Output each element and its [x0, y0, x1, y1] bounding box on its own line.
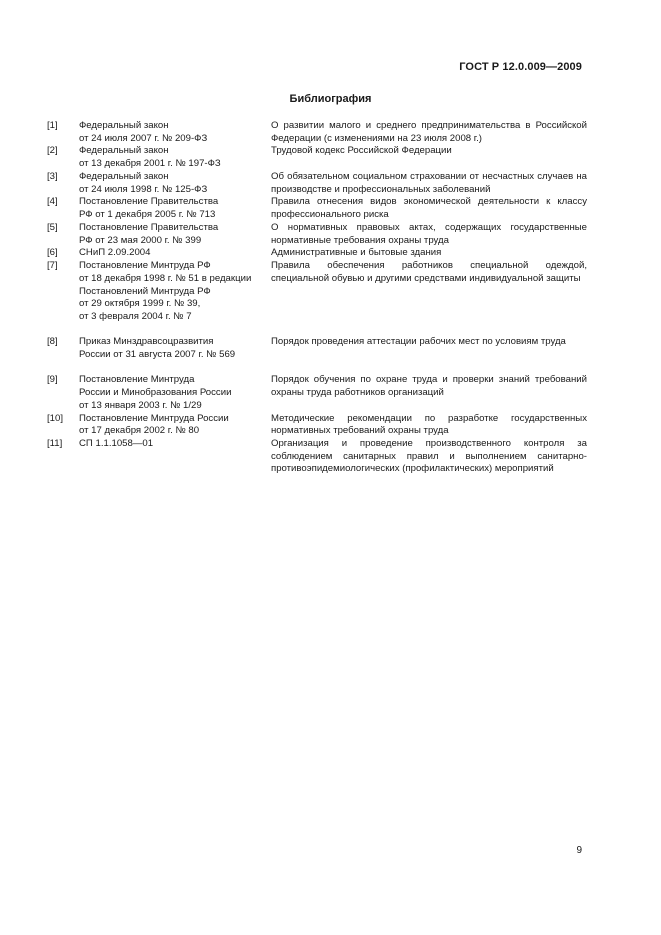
entry-number: [10]	[47, 412, 64, 424]
entry-source-line: Приказ Минздравсоцразвития	[79, 336, 214, 348]
entry-title: Правила отнесения видов экономической деятельности к классу профессионального риска	[271, 196, 587, 221]
bibliography-entry	[47, 413, 587, 438]
entry-source	[79, 120, 271, 145]
entry-source-line: Постановление Минтруда	[79, 374, 195, 386]
page-number: 9	[576, 845, 582, 856]
entry-source-line: Постановление Правительства	[79, 221, 219, 233]
entry-source	[79, 247, 271, 260]
entry-source	[79, 413, 271, 438]
entry-source-line: от 3 февраля 2004 г. № 7	[79, 310, 192, 322]
entry-title: Организация и проведение производственного контроля за соблюдением санитарных правил и выполнением санитарно-противоэпидемиологических (профилактических) мероприятий	[271, 438, 587, 475]
entry-source-line: от 17 декабря 2002 г. № 80	[79, 425, 200, 437]
bibliography-entry	[47, 438, 587, 476]
entry-source-line: СП 1.1.1058—01	[79, 438, 154, 450]
entry-source-line: Федеральный закон	[79, 120, 169, 131]
entry-title: Методические рекомендации по разработке государственных нормативных требований охраны труда	[271, 412, 587, 437]
entry-source-line: Постановление Правительства	[79, 196, 219, 208]
entry-source-line: от 29 октября 1999 г. № 39,	[79, 298, 201, 310]
entry-source	[79, 196, 271, 221]
entry-number: [8]	[47, 336, 58, 348]
bibliography-entry	[47, 247, 587, 260]
entry-source-line: Постановление Минтруда России	[79, 412, 229, 424]
bibliography-entry	[47, 120, 587, 145]
bibliography-entry	[47, 260, 587, 323]
entry-source-line: Федеральный закон	[79, 145, 169, 157]
entry-source-line: Постановление Минтруда РФ	[79, 260, 211, 272]
bibliography-entry	[47, 171, 587, 196]
entry-source-line: СНиП 2.09.2004	[79, 247, 151, 259]
entry-number: [1]	[47, 120, 58, 131]
entry-source	[79, 171, 271, 196]
entry-number: [11]	[47, 438, 63, 450]
entry-source	[79, 145, 271, 170]
entry-title: О нормативных правовых актах, содержащих государственные нормативные требования охраны труда	[271, 221, 587, 246]
entry-source-line: от 24 июля 1998 г. № 125-ФЗ	[79, 183, 208, 195]
entry-source-line: Федеральный закон	[79, 170, 169, 182]
bibliography-list	[47, 120, 587, 476]
entry-source-line: от 13 января 2003 г. № 1/29	[79, 399, 202, 411]
bibliography-entry	[47, 374, 587, 412]
entry-source-line: Постановлений Минтруда РФ	[79, 285, 211, 297]
bibliography-title: Библиография	[289, 93, 372, 105]
entry-title: Порядок проведения аттестации рабочих мест по условиям труда	[271, 336, 566, 348]
entry-number: [6]	[47, 247, 58, 259]
entry-source	[79, 438, 271, 476]
entry-number: [3]	[47, 170, 58, 182]
entry-title: Об обязательном социальном страховании от несчастных случаев на производстве и профессиональных заболеваний	[271, 170, 587, 195]
entry-title: Порядок обучения по охране труда и проверки знаний требований охраны труда работников организаций	[271, 374, 587, 399]
bibliography-entry	[47, 222, 587, 247]
entry-number: [4]	[47, 196, 58, 208]
bibliography-entry	[47, 196, 587, 221]
entry-source-line: России и Минобразования России	[79, 387, 232, 399]
entry-source	[79, 260, 271, 323]
entry-number: [5]	[47, 221, 58, 233]
entry-source	[79, 374, 271, 412]
entry-source	[79, 222, 271, 247]
entry-source-line: РФ от 23 мая 2000 г. № 399	[79, 234, 202, 246]
entry-title: Трудовой кодекс Российской Федерации	[271, 145, 452, 157]
entry-source-line: России от 31 августа 2007 г. № 569	[79, 348, 236, 360]
entry-number: [2]	[47, 145, 58, 157]
entry-source-line: от 24 июля 2007 г. № 209-ФЗ	[79, 132, 208, 144]
bibliography-entry	[47, 336, 587, 361]
entry-source-line: РФ от 1 декабря 2005 г. № 713	[79, 209, 216, 221]
entry-title: Административные и бытовые здания	[271, 247, 442, 259]
entry-number: [9]	[47, 374, 58, 386]
entry-source-line: от 18 декабря 1998 г. № 51 в редакции	[79, 272, 252, 284]
bibliography-entry	[47, 145, 587, 170]
entry-source-line: от 13 декабря 2001 г. № 197-ФЗ	[79, 158, 221, 170]
entry-number: [7]	[47, 260, 58, 272]
entry-title: О развитии малого и среднего предпринимательства в Российской Федерации (с изменениями на 23 июля 2008 г.)	[271, 120, 587, 144]
standard-designation: ГОСТ Р 12.0.009—2009	[459, 61, 582, 73]
entry-source	[79, 336, 271, 361]
entry-title: Правила обеспечения работников специальной одеждой, специальной обувью и другими средствами индивидуальной защиты	[271, 260, 587, 284]
